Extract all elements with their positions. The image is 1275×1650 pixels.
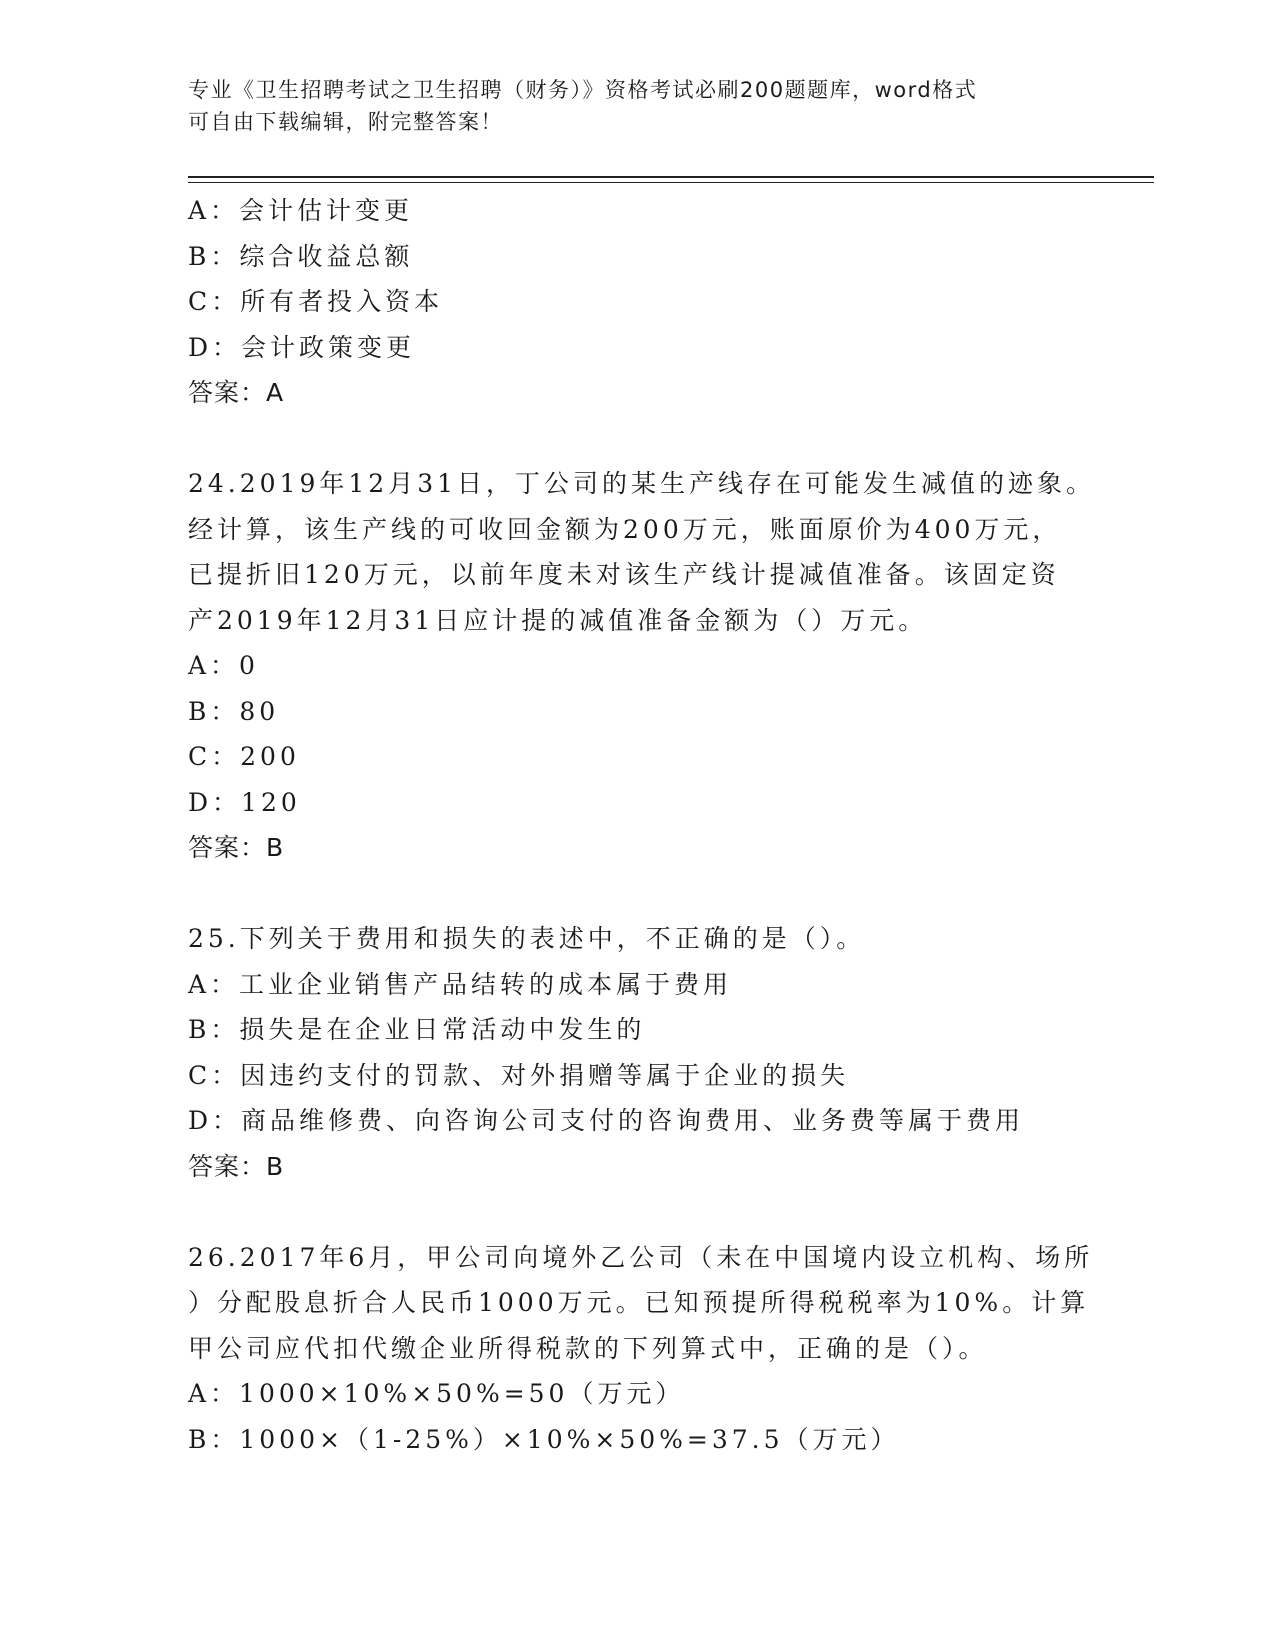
option-a: A：1000×10%×50%=50（万元） bbox=[188, 1379, 685, 1408]
option-d: D：会计政策变更 bbox=[188, 332, 416, 362]
option-a: A：会计估计变更 bbox=[188, 196, 414, 225]
answer: 答案：B bbox=[188, 1151, 285, 1181]
option-b: B：80 bbox=[188, 696, 280, 726]
option-a: A：工业企业销售产品结转的成本属于费用 bbox=[188, 969, 733, 999]
header-divider-thin bbox=[188, 182, 1154, 183]
question-stem-line: 26.2017年6月，甲公司向境外乙公司（未在中国境内设立机构、场所 bbox=[188, 1242, 1094, 1272]
header-divider bbox=[188, 176, 1154, 178]
document-header bbox=[188, 74, 1088, 138]
question-stem-line: 产2019年12月31日应计提的减值准备金额为（）万元。 bbox=[188, 605, 928, 635]
option-d: D：商品维修费、向咨询公司支付的咨询费用、业务费等属于费用 bbox=[188, 1106, 1025, 1135]
question-26 bbox=[188, 1235, 1128, 1463]
option-b: B：1000×（1-25%）×10%×50%=37.5（万元） bbox=[188, 1424, 900, 1454]
option-c: C：因违约支付的罚款、对外捐赠等属于企业的损失 bbox=[188, 1060, 850, 1090]
answer: 答案：A bbox=[188, 378, 285, 407]
question-25 bbox=[188, 916, 1128, 1189]
option-b: B：损失是在企业日常活动中发生的 bbox=[188, 1015, 646, 1044]
option-c: C：所有者投入资本 bbox=[188, 287, 444, 316]
question-stem-line: ）分配股息折合人民币1000万元。已知预提所得税税率为10%。计算 bbox=[188, 1288, 1090, 1317]
question-stem-line: 已提折旧120万元，以前年度未对该生产线计提减值准备。该固定资 bbox=[188, 560, 1060, 589]
answer: 答案：B bbox=[188, 833, 285, 862]
option-a: A：0 bbox=[188, 651, 259, 680]
question-stem-line: 24.2019年12月31日，丁公司的某生产线存在可能发生减值的迹象。 bbox=[188, 469, 1096, 498]
question-stem-line: 甲公司应代扣代缴企业所得税款的下列算式中，正确的是（）。 bbox=[188, 1333, 988, 1363]
question-stem-line: 25.下列关于费用和损失的表述中，不正确的是（）。 bbox=[188, 924, 866, 953]
header-line-2: 可自由下载编辑，附完整答案！ bbox=[188, 110, 503, 134]
question-stem-line: 经计算，该生产线的可收回金额为200万元，账面原价为400万元， bbox=[188, 514, 1062, 544]
question-24 bbox=[188, 461, 1128, 871]
question-23 bbox=[188, 188, 1128, 416]
option-d: D：120 bbox=[188, 787, 301, 817]
question-list bbox=[188, 188, 1128, 1462]
header-line-1: 专业《卫生招聘考试之卫生招聘（财务）》资格考试必刷200题题库，word格式 bbox=[188, 78, 978, 102]
option-b: B：综合收益总额 bbox=[188, 241, 414, 271]
option-c: C：200 bbox=[188, 742, 300, 771]
